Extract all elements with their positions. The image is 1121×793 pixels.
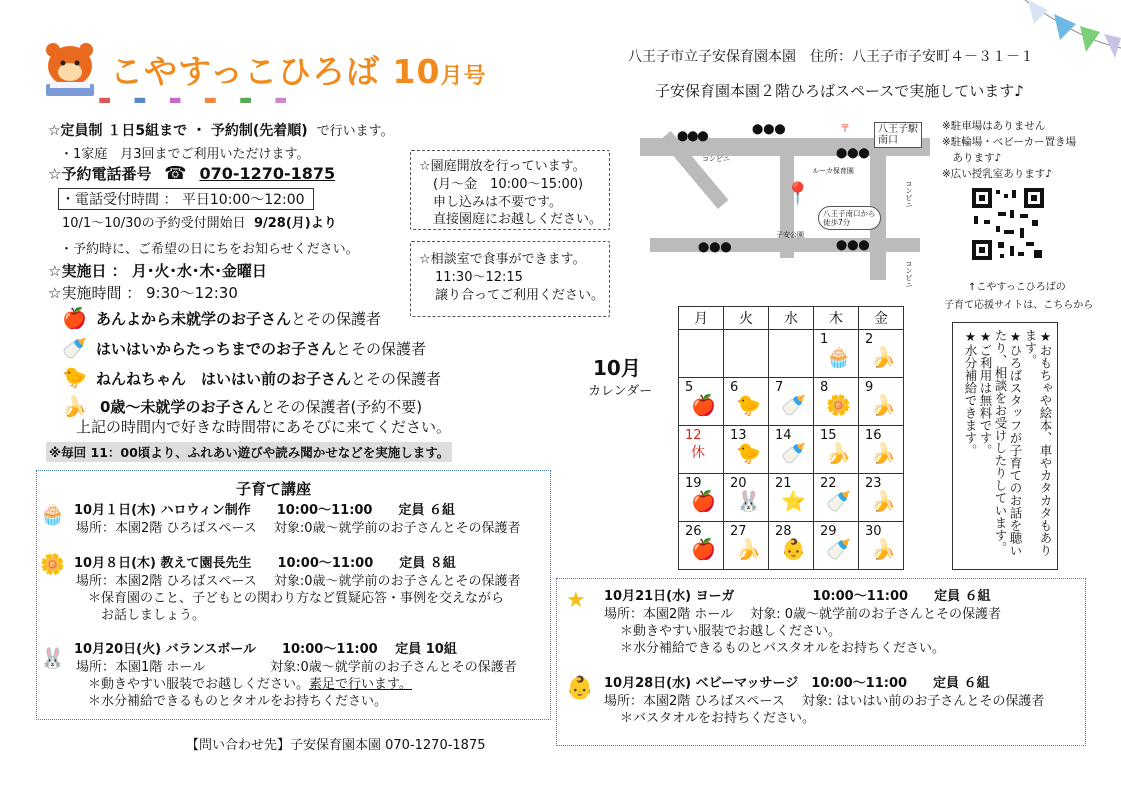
group-2: はいはいからたっちまでのお子さんとその保護者 [96, 340, 427, 358]
calendar-month-label: 10月 [593, 356, 641, 380]
hat-icon: 🧁 [826, 345, 851, 369]
qr-caption-2: 子育て応援サイトは、こちらから [944, 300, 1094, 311]
days-line: ☆実施日 ： 月･火･水･木･金曜日 [48, 262, 267, 280]
calendar-day [814, 474, 859, 522]
phone-hours: ・電話受付時間 ： 平日10:00～12:00 [58, 188, 314, 210]
group-1: あんよから未就学のお子さんとその保護者 [96, 310, 382, 328]
lectures-title: 子育て講座 [236, 480, 312, 498]
flower-icon: 🌼 [40, 552, 65, 576]
calendar-day [724, 474, 769, 522]
banana-icon: 🍌 [826, 441, 851, 465]
day-number: 20 [730, 476, 747, 491]
lecture-4-place: 場所：本園2階 ホール 対象: 0歳～就学前のお子さんとその保護者 [604, 607, 1002, 622]
lecture-5-title: 10月28日(水) ベビーマッサージ 10:00～11:00 定員 ６組 [604, 676, 990, 691]
holiday-mark: 休 [691, 445, 705, 461]
day-number: 9 [865, 380, 874, 395]
qr-code[interactable] [970, 186, 1046, 262]
apple-icon: 🍎 [691, 537, 716, 561]
flower-icon: 🌼 [826, 393, 851, 417]
calendar-day [679, 474, 724, 522]
phone-icon: ☎ [164, 163, 187, 184]
apple-icon: 🍎 [691, 489, 716, 513]
day-number: 14 [775, 428, 792, 443]
calendar-day [814, 426, 859, 474]
day-number: 8 [820, 380, 829, 395]
calendar-day [814, 330, 859, 378]
calendar-day [679, 522, 724, 570]
capacity-line: ☆定員制 １日5組まで ・ 予約制(先着順) で行います。 [48, 123, 394, 139]
usage-limit: ・1家庭 月3回までご利用いただけます。 [60, 147, 310, 162]
lecture-4-title: 10月21日(水) ヨーガ 10:00～11:00 定員 ６組 [604, 589, 991, 604]
calendar-label: カレンダー [588, 384, 653, 399]
apple-icon: 🍎 [691, 393, 716, 417]
star-icon: ⭐ [781, 489, 806, 513]
day-number: 28 [775, 524, 792, 539]
calendar-day [769, 330, 814, 378]
lecture-1-place: 場所：本園2階 ひろばスペース 対象:0歳～就学前のお子さんとその保護者 [76, 521, 521, 536]
rabbit-icon: 🐰 [40, 646, 65, 670]
calendar-day [769, 426, 814, 474]
contact-line: 【問い合わせ先】子安保育園本園 070-1270-1875 [186, 738, 486, 753]
day-number: 7 [775, 380, 784, 395]
squirrel-logo-icon [40, 38, 100, 100]
lecture-2-title: 10月８日(木) 教えて園長先生 10:00～11:00 定員 ８組 [74, 556, 456, 571]
day-number: 19 [685, 476, 702, 491]
baby-icon: 👶 [566, 676, 594, 701]
day-number: 15 [820, 428, 837, 443]
calendar-table: 月 火 水 木 金 1 🧁 2 🍌 5 🍎 6 🐤 7 🍼 8 🌼 9 🍌 12 休 13 🐤 14 🍼 15 🍌 16 🍌 19 🍎 20 🐰 21 ⭐ 22 🍼 23 🍌 26 🍎 27 🍌 28 👶 29 🍼 30 🍌 [678, 306, 904, 570]
phone-line: ☆予約電話番号 ☎ 070-1270-1875 [48, 163, 336, 184]
garden-open-box: ☆園庭開放を行っています。 (月～金 10:00～15:00) 申し込みは不要です。 直接園庭にお越しください。 [410, 150, 610, 230]
hat-icon: 🧁 [40, 502, 65, 526]
group-4: 0歳～未就学のお子さんとその保護者(予約不要) [100, 398, 423, 416]
day-number: 26 [685, 524, 702, 539]
banana-icon: 🍌 [871, 489, 896, 513]
day-number: 30 [865, 524, 882, 539]
apple-icon: 🍎 [62, 306, 87, 330]
calendar-day [814, 378, 859, 426]
calendar-day [724, 378, 769, 426]
day-number: 13 [730, 428, 747, 443]
meal-box: ☆相談室で食事ができます。 11:30～12:15 譲り合ってご利用ください。 [410, 241, 610, 317]
rabbit-icon: 🐰 [736, 489, 761, 513]
traffic-light-icon: ⬤⬤⬤ [677, 131, 708, 142]
calendar-day [814, 522, 859, 570]
calendar-day [724, 522, 769, 570]
location-pin-icon: 📍 [784, 182, 812, 207]
day-number: 22 [820, 476, 837, 491]
lecture-2-place: 場所：本園2階 ひろばスペース 対象:0歳～就学前のお子さんとその保護者 [76, 574, 521, 589]
day-number: 12 [685, 428, 702, 443]
chick-icon: 🐤 [736, 393, 761, 417]
day-number: 5 [685, 380, 694, 395]
qr-caption-1: ↑こやすっこひろばの [968, 282, 1066, 293]
star-icon: ★ [566, 588, 586, 613]
garland-decoration [1020, 0, 1121, 70]
milk-icon: 🍼 [62, 336, 87, 360]
lecture-3-title: 10月20日(火) バランスボール 10:00～11:00 定員 10組 [74, 642, 457, 657]
banana-icon: 🍌 [62, 394, 87, 418]
lecture-1-title: 10月１日(木) ハロウィン制作 10:00～11:00 定員 ６組 [74, 503, 456, 518]
post-office-icon: 〒 [840, 124, 850, 135]
calendar-day [679, 330, 724, 378]
calendar-day [859, 522, 904, 570]
group-3: ねんねちゃん はいはい前のお子さんとその保護者 [96, 370, 442, 388]
station-label: 八王子駅 南口 [874, 122, 922, 148]
banana-icon: 🍌 [871, 393, 896, 417]
calendar-day [769, 522, 814, 570]
calendar-day [679, 378, 724, 426]
day-number: 1 [820, 332, 829, 347]
chick-icon: 🐤 [62, 365, 87, 389]
milk-icon: 🍼 [826, 489, 851, 513]
day-number: 2 [865, 332, 874, 347]
calendar-day [724, 330, 769, 378]
reserve-start: 10/1～10/30の予約受付開始日 9/28(月)より [62, 216, 337, 231]
calendar-day [859, 426, 904, 474]
milk-icon: 🍼 [781, 441, 806, 465]
facility-notes: ※駐車場はありません ※駐輪場・ベビーカー置き場 あります♪ ※広い授乳室あります♪ [942, 120, 1077, 180]
page-title: こやすっこひろば 10月号 [110, 52, 487, 91]
day-number: 27 [730, 524, 747, 539]
day-number: 16 [865, 428, 882, 443]
vertical-notes-box: ★おもちゃや絵本、車やカタカタもあります。 ★ひろばスタッフが子育てのお話を聴いたり、相談をお受けしたりしています。 ★ご利用は無料です。 ★水分補給できます。 [952, 322, 1058, 570]
calendar-day [859, 378, 904, 426]
daily-note: ※毎回 11：00頃より、ふれあい遊びや読み聞かせなどを実施します。 [46, 442, 452, 462]
day-number: 21 [775, 476, 792, 491]
chick-icon: 🐤 [736, 441, 761, 465]
group-note: 上記の時間内で好きな時間帯にあそびに来てください。 [76, 418, 452, 436]
calendar-day [724, 426, 769, 474]
banana-icon: 🍌 [871, 537, 896, 561]
time-line: ☆実施時間 ： 9:30～12:30 [48, 284, 238, 302]
calendar-day [859, 474, 904, 522]
banana-icon: 🍌 [871, 345, 896, 369]
lecture-3-place: 場所：本園1階 ホール 対象:0歳～就学前のお子さんとその保護者 [76, 660, 517, 675]
calendar-day [679, 426, 724, 474]
calendar-day [859, 330, 904, 378]
day-number: 23 [865, 476, 882, 491]
calendar-day [769, 474, 814, 522]
venue-text: 子安保育園本園２階ひろばスペースで実施しています♪ [655, 82, 1024, 100]
walk-bubble: 八王子南口から 徒歩7分 [818, 206, 881, 230]
access-map: ⬤⬤⬤ ⬤⬤⬤ ⬤⬤⬤ ⬤⬤⬤ ⬤⬤⬤ コンビニ コンビニ コンビニ ルーカ保育園 子安公園 八王子駅 南口 〒 📍 八王子南口から 徒歩7分 [640, 110, 930, 280]
crayon-decoration: ▬▬▬▬▬▬ [98, 92, 310, 108]
milk-icon: 🍼 [826, 537, 851, 561]
reserve-note: ・予約時に、ご希望の日にちをお知らせください。 [60, 242, 359, 257]
banana-icon: 🍌 [871, 441, 896, 465]
baby-icon: 👶 [781, 537, 806, 561]
day-number: 29 [820, 524, 837, 539]
banana-icon: 🍌 [736, 537, 761, 561]
day-number: 6 [730, 380, 739, 395]
milk-icon: 🍼 [781, 393, 806, 417]
address: 八王子市立子安保育園本園 住所：八王子市子安町４－３１－１ [628, 49, 1034, 65]
lecture-5-place: 場所：本園2階 ひろばスペース 対象: はいはい前のお子さんとその保護者 [604, 694, 1045, 709]
calendar-day [769, 378, 814, 426]
